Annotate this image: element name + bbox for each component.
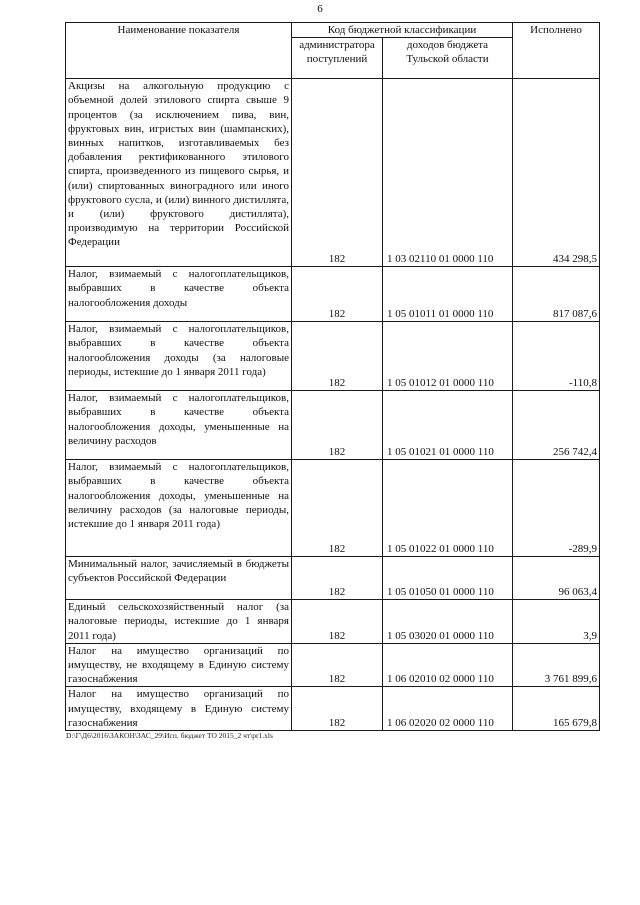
table-row xyxy=(66,391,600,460)
row-executed-amount: 3,9 xyxy=(513,600,600,644)
table-body xyxy=(66,79,600,731)
row-executed-amount: 256 742,4 xyxy=(513,391,600,460)
row-indicator-name: Налог, взимаемый с налогоплательщиков, выбравших в качестве объекта налогообложения доходы xyxy=(66,267,292,322)
page-number: 6 xyxy=(317,3,323,15)
row-executed-amount: 817 087,6 xyxy=(513,267,600,322)
row-executed-amount: 434 298,5 xyxy=(513,79,600,267)
row-income-code: 1 05 01011 01 0000 110 xyxy=(383,267,513,322)
row-executed-amount: 3 761 899,6 xyxy=(513,643,600,687)
row-admin-code: 182 xyxy=(292,391,383,460)
row-indicator-name: Налог, взимаемый с налогоплательщиков, выбравших в качестве объекта налогообложения доходы, уменьшенные на величину расходов (за налоговые периоды, истекшие до 1 января 2011 года) xyxy=(66,460,292,557)
header-administrator: администратора поступлений xyxy=(292,38,383,79)
row-income-code: 1 05 01022 01 0000 110 xyxy=(383,460,513,557)
row-executed-amount: 165 679,8 xyxy=(513,687,600,731)
table-row xyxy=(66,600,600,644)
footer-file-path: D:\Г\Д6\2016\ЗАКОН\ЗАС_29\Исп. бюджет ТО 2015_2 чт\pr1.xls xyxy=(66,731,273,740)
row-admin-code: 182 xyxy=(292,322,383,391)
row-executed-amount: -110,8 xyxy=(513,322,600,391)
row-income-code: 1 05 03020 01 0000 110 xyxy=(383,600,513,644)
row-admin-code: 182 xyxy=(292,600,383,644)
row-indicator-name: Налог, взимаемый с налогоплательщиков, выбравших в качестве объекта налогообложения доходы (за налоговые периоды, истекшие до 1 января 2011 года) xyxy=(66,322,292,391)
header-indicator-name: Наименование показателя xyxy=(66,23,292,79)
table-row xyxy=(66,460,600,557)
row-indicator-name: Налог, взимаемый с налогоплательщиков, выбравших в качестве объекта налогообложения доходы, уменьшенные на величину расходов xyxy=(66,391,292,460)
table-row xyxy=(66,557,600,600)
row-admin-code: 182 xyxy=(292,460,383,557)
row-admin-code: 182 xyxy=(292,643,383,687)
table-row xyxy=(66,643,600,687)
row-income-code: 1 06 02020 02 0000 110 xyxy=(383,687,513,731)
row-admin-code: 182 xyxy=(292,79,383,267)
table-row xyxy=(66,267,600,322)
row-income-code: 1 05 01012 01 0000 110 xyxy=(383,322,513,391)
header-budget-income: доходов бюджета Тульской области xyxy=(383,38,513,79)
row-admin-code: 182 xyxy=(292,687,383,731)
row-income-code: 1 05 01050 01 0000 110 xyxy=(383,557,513,600)
row-executed-amount: -289,9 xyxy=(513,460,600,557)
row-admin-code: 182 xyxy=(292,267,383,322)
row-indicator-name: Единый сельскохозяйственный налог (за налоговые периоды, истекшие до 1 января 2011 года) xyxy=(66,600,292,644)
table-row xyxy=(66,322,600,391)
row-executed-amount: 96 063,4 xyxy=(513,557,600,600)
table-header xyxy=(66,23,600,79)
row-indicator-name: Акцизы на алкогольную продукцию с объемной долей этилового спирта свыше 9 процентов (за исключением пива, вин, фруктовых вин, игристых вин (шампанских), винных напитков, изготавливаемых без добавления ректификованного этилового спирта, произведенного из пищевого сырья, и (или) спиртованных виноградного или иного фруктового сусла, и (или) винного дистиллята, и (или) фруктового дистиллята), производимую на территории Российской Федерации xyxy=(66,79,292,267)
row-income-code: 1 03 02110 01 0000 110 xyxy=(383,79,513,267)
header-row-top xyxy=(66,23,600,38)
table-row xyxy=(66,79,600,267)
row-indicator-name: Налог на имущество организаций по имуществу, не входящему в Единую систему газоснабжения xyxy=(66,643,292,687)
row-indicator-name: Минимальный налог, зачисляемый в бюджеты субъектов Российской Федерации xyxy=(66,557,292,600)
header-classification-code: Код бюджетной классификации xyxy=(292,23,513,38)
header-executed: Исполнено xyxy=(513,23,600,79)
budget-execution-table xyxy=(65,22,600,731)
table-row xyxy=(66,687,600,731)
row-income-code: 1 05 01021 01 0000 110 xyxy=(383,391,513,460)
row-admin-code: 182 xyxy=(292,557,383,600)
row-income-code: 1 06 02010 02 0000 110 xyxy=(383,643,513,687)
row-indicator-name: Налог на имущество организаций по имуществу, входящему в Единую систему газоснабжения xyxy=(66,687,292,731)
